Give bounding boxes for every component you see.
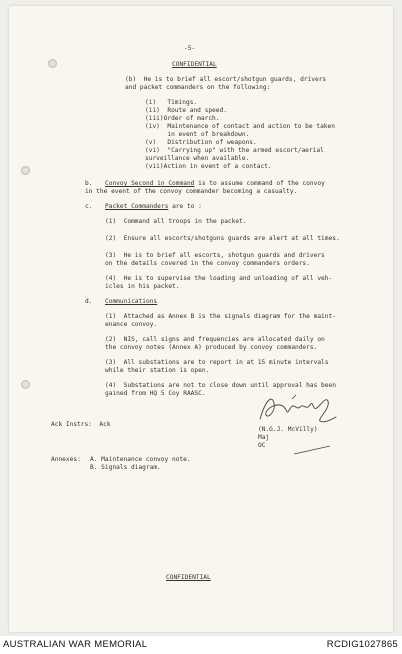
signatory-rank: Maj [258,434,270,441]
brief-item: surveillance when available. [145,155,250,162]
document-page [9,6,393,632]
packet-item: (2) Ensure all escorts/shotguns guards are alert at all times. [105,235,340,242]
brief-item: (v) Distribution of weapons. [145,139,257,146]
para-letter: b. [85,180,93,187]
comms-item: (4) Substations are not to close down until approval has been [105,382,336,389]
comms-item: (2) NIS, call signs and frequencies are allocated daily on [105,336,325,343]
signature-drawing [256,389,338,429]
page-number: -5- [184,45,196,52]
packet-item: (4) He is to supervise the loading and unloading of all veh- [105,275,333,282]
handwritten-signature [256,389,338,429]
comms-item: the convoy notes (Annex A) produced by convoy commanders. [105,344,318,351]
comms-item: enance convoy. [105,321,158,328]
archive-name: AUSTRALIAN WAR MEMORIAL [3,639,148,650]
brief-item: (iv) Maintenance of contact and action to be taken [145,123,335,130]
para-d-heading: Communications [105,298,158,305]
brief-item: (iii)Order of march. [145,115,220,122]
para-b-line [105,180,325,188]
annex-item: A. Maintenance convoy note. [90,456,191,463]
brief-item: (vi) "Carrying up" with the armed escort/aerial [145,147,324,154]
brief-intro-line: (b) He is to brief all escort/shotgun guards, drivers [125,76,327,83]
packet-item: (3) He is to brief all escorts, shotgun guards and drivers [105,252,325,259]
annex-item: B. Signals diagram. [90,464,161,471]
punch-hole [21,380,30,389]
archive-footer [0,636,402,654]
signatory-appointment: OC [258,442,266,449]
packet-item: (1) Command all troops in the packet. [105,218,247,225]
packet-item: icles in his packet. [105,283,180,290]
brief-item: in event of breakdown. [145,131,250,138]
punch-hole [21,166,30,175]
classification-footer: CONFIDENTIAL [166,574,211,581]
record-id: RCDIG1027865 [326,639,398,650]
brief-intro-line: and packet commanders on the following: [125,84,271,91]
para-b-line2: in the event of the convoy commander becoming a casualty. [85,188,298,195]
comms-item: gained from HQ 5 Coy RAASC. [105,390,206,397]
annexes-label: Annexes: [51,456,81,463]
comms-item: (1) Attached as Annex B is the signals diagram for the maint- [105,313,336,320]
ack-instructions: Ack Instrs: Ack [51,421,111,428]
comms-item: while their station is open. [105,367,210,374]
para-c-line [105,203,202,211]
comms-item: (3) All substations are to report in at 15 minute intervals [105,359,329,366]
signature-flourish [292,444,332,456]
para-b-heading: Convoy Second in Command [105,180,195,187]
classification-header: CONFIDENTIAL [172,61,217,68]
para-c-heading: Packet Commanders [105,203,169,210]
packet-item: on the details covered in the convoy commanders orders. [105,260,310,267]
para-letter: c. [85,203,93,210]
punch-hole [48,59,57,68]
brief-item: (ii) Route and speed. [145,107,227,114]
para-letter: d. [85,298,93,305]
brief-item: (i) Timings. [145,99,198,106]
para-b-text: is to assume command of the convoy [194,180,325,187]
signatory-name: (N.G.J. McVilly) [258,426,318,433]
brief-item: (vii)Action in event of a contact. [145,163,272,170]
para-c-text: are to : [168,203,202,210]
